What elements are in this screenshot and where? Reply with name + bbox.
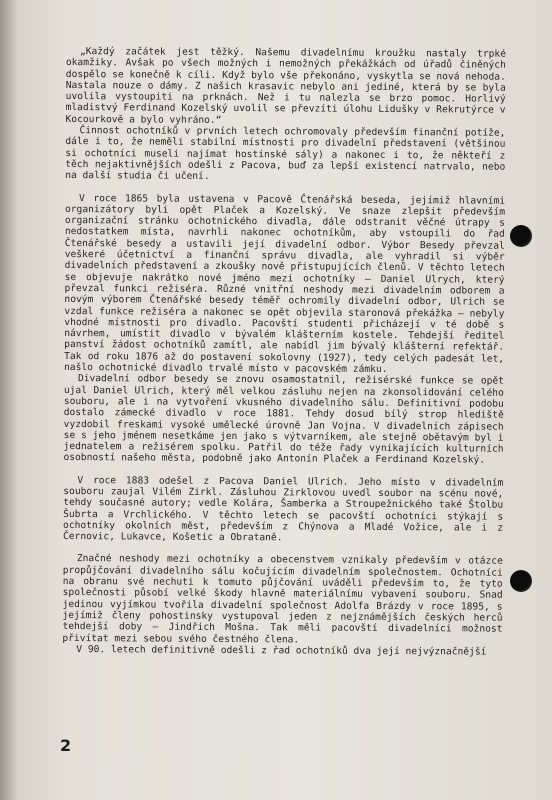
binding-shadow — [0, 0, 18, 800]
page-number: 2 — [60, 736, 72, 755]
paragraph: V roce 1883 odešel z Pacova Daniel Ulrich. Jeho místo v divadelním souboru zaujal Vilém Zirkl. Zásluhou Zirklovou uvedl soubor na scénu nové, tehdy současné autory; vedle Kolára, Šamberka a Stroupežnického také Štolbu Šubrta a Vrchlického. V těchto letech se pacovští ochotníci stýkají s ochotníky okolních měst, především z Chýnova a Mladé Vožice, ale i z Černovic, Lukavce, Košetic a Obrataně. — [62, 474, 504, 544]
paragraph: „Každý začátek jest těžký. Našemu divadelnímu kroužku nastaly trpké okamžiky. Avšak po všech možných i nemožných překážkách od úřadů činěných dospělo se konečně k cíli. Když bylo vše překonáno, vyskytla se nová nehoda. Nastala nouze o dámy. Z našich krasavic nebylo ani jediné, která by se byla uvolila vystoupiti na prknách. Než i tu nalezla se brzo pomoc. Horlivý mladistvý Ferdinand Kozelský uvolil se převzíti úlohu Lidušky v Rekrutýrce v Kocourkově a bylo vyhráno.“ — [65, 46, 506, 126]
punch-hole — [510, 225, 532, 247]
paragraph: Divadelní odbor besedy se znovu osamostatnil, režisérské funkce se opět ujal Daniel Ulrich, který měl velkou zásluhu nejen na zkonsolidování celého souboru, ale i na vytvoření vkusného divadelního sálu. Definitivní podobu dostalo zámecké divadlo v roce 1881. Tehdy dosud bílý strop hlediště vyzdobil freskami vysoké umělecké úrovně Jan Vojna. V divadelních zápisech se s jeho jménem nesetkáme jen jako s výtvarníkem, ale stejně obětavým byl i jednatelem a režisérem spolku. Patřil do téže řady vynikajících kulturních osobností našeho města, podobně jako Antonín Plaček a Ferdinand Kozelský. — [63, 373, 504, 466]
punch-hole — [510, 570, 532, 592]
paragraph: V roce 1865 byla ustavena v Pacově Čtenářská beseda, jejímiž hlavními organizátory byli opět Plaček a Kozelský. Ve snaze zlepšit především organizační stránku ochotnického divadla, dále odstranit věčné útrapy s nedostatkem místa, navrhli nakonec ochotníkům, aby vstoupili do řad Čtenářské besedy a ustavili její divadelní odbor. Výbor Besedy převzal veškeré účetnictví a finanční správu divadla, ale vyhradil si výběr divadelních představení a zkoušky nově přistupujících členů. V těchto letech se objevuje nakrátko nové jméno mezi ochotníky – Daniel Ulrych, který převzal funkci režiséra. Různé vnitřní neshody mezi divadelním odborem a novým výborem Čtenářské besedy téměř ochromily divadelní odbor, Ulrich se vzdal funkce režiséra a nakonec se opět objevila staronová překážka – nebyly vhodné místnosti pro divadlo. Pacovští studenti přicházejí v té době s návrhem, umístit divadlo v bývalém klášterním kostele. Tehdejší ředitel panství žádost ochotníků zamítl, ale nabídl jim bývalý klášterní refektář. Tak od roku 1876 až do postavení sokolovny (1927), tedy celých padesát let, našlo ochotnické divadlo trvalé místo v pacovském zámku. — [64, 192, 506, 375]
paragraph: Značné neshody mezi ochotníky a obecenstvem vznikaly především v otázce propůjčování divadelního sálu kočujícím divadelním společnostem. Ochotníci na obranu své nechuti k tomuto půjčování uváděli především to, že tyto společnosti působí velké škody hlavně materiálnímu vybavení souboru. Snad jedinou vyjímkou tvořila divadelní společnost Adolfa Brázdy v roce 1895, s jejímiž členy pohostinsky vystupoval jeden z nejznámějších českých herců tehdejší doby – Jindřich Mošna. Tak měli pacovští divadelníci možnost přivítat mezi sebou svého čestného člena. — [62, 553, 503, 645]
paragraph: V 90. letech definitivně odešli z řad ochotníků dva její nejvýznačnější — [76, 643, 487, 658]
paragraph: Činnost ochotníků v prvních letech ochromovaly především finanční potíže, dále i to, že neměli stabilní místnosti pro divadelní představení (většinou si ochotníci museli najímat hostinské sály) a nakonec i to, že někteří z těch nejaktivnějších odešli z Pacova, buď za lepší existencí natrvalo, nebo na další studia či učení. — [65, 125, 506, 183]
body-text — [62, 46, 506, 658]
